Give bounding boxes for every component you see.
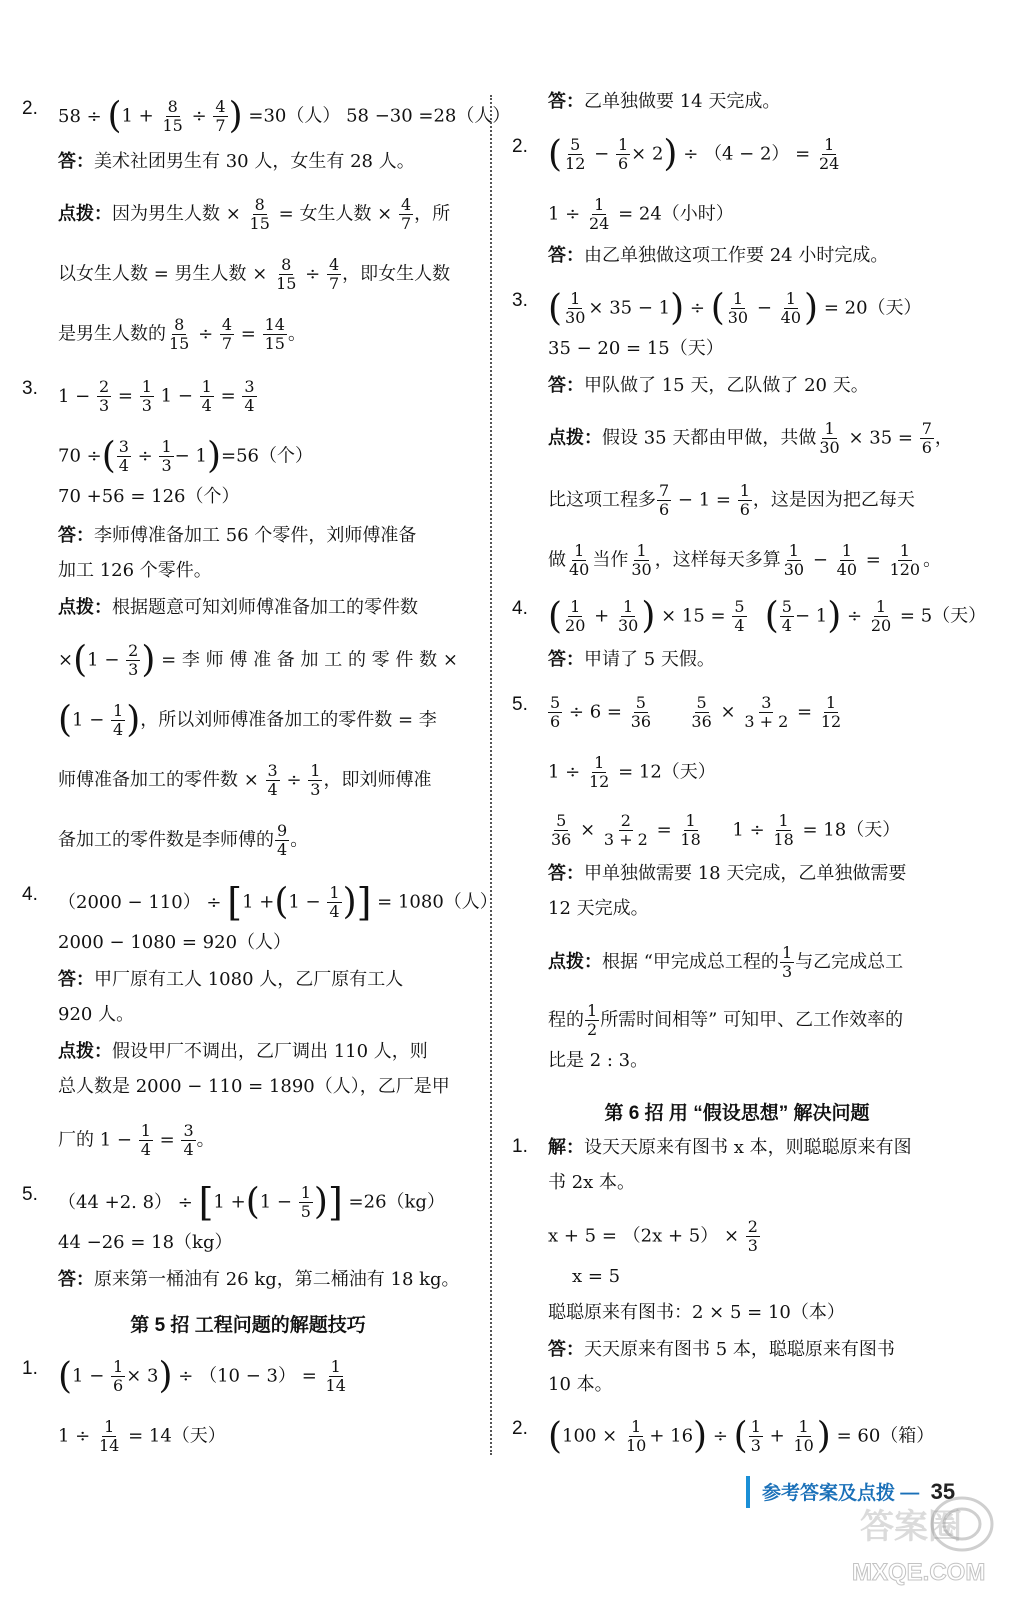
p4-answer-cont: 920 人。 <box>58 1004 135 1025</box>
p2-equation: 2. 58 ÷ (1 + $\frac{8}{15}$ ÷ $\frac{4}{7}$ ) =30（人） 58 −30 =28（人） <box>22 95 511 137</box>
p3-equation3: 70 +56 = 126（个） <box>58 486 240 507</box>
footer-dash: — <box>900 1483 920 1504</box>
s5-p1-equation1: 1. (1 − $\frac{1}{6}$ × 3) ÷ （10 − 3） = $\frac{1}{14}$ <box>22 1355 346 1397</box>
r2-equation1: 2. ( $\frac{5}{12}$ − $\frac{1}{6}$ × 2) ÷ （4 − 2） = $\frac{1}{24}$ <box>512 133 840 175</box>
r5-equation3: $\frac{5}{36}$ × $\frac{2}{3 + 2}$ = $\frac{1}{18}$ 1 ÷ $\frac{1}{18}$ = 18（天） <box>551 811 901 849</box>
p2-tip-line2: 以女生人数 = 男生人数 × $\frac{8}{15}$ ÷ $\frac{4}{7}$ ，即女生人数 <box>58 255 451 293</box>
section-5-heading: 第 5 招 工程问题的解题技巧 <box>130 1315 366 1336</box>
p2-tip-line1: 点拨：因为男生人数 × $\frac{8}{15}$ = 女生人数 × $\frac{4}{7}$ ，所 <box>58 195 451 233</box>
r5-equation1: 5. $\frac{5}{6}$ ÷ 6 = $\frac{5}{36}$ $\frac{5}{36}$ × $\frac{3}{3 + 2}$ = $\frac{1}{12}$ <box>512 693 842 731</box>
r3-tip-line1: 点拨：假设 35 天都由甲做，共做 $\frac{1}{30}$ × 35 = $\frac{7}{6}$ ， <box>548 419 953 457</box>
s6-p1-answer: 答：天天原来有图书 5 本，聪聪原来有图书 <box>548 1339 895 1360</box>
r3-tip-line3: 做 $\frac{1}{40}$ 当作 $\frac{1}{30}$ ，这样每天多算 $\frac{1}{30}$ − $\frac{1}{40}$ = $\frac{1}{120}$ 。 <box>548 541 942 579</box>
r5-tip-line1: 点拨：根据 “甲完成总工程的 $\frac{1}{3}$ 与乙完成总工 <box>548 943 904 981</box>
p3-tip-line4: 师傅准备加工的零件数 × $\frac{3}{4}$ ÷ $\frac{1}{3}$ ，即刘师傅准 <box>58 761 432 799</box>
watermark-text: MXQE.COM <box>852 1559 986 1586</box>
problem-number: 2. <box>22 98 38 119</box>
r5-answer: 答：甲单独做需要 18 天完成，乙单独做需要 <box>548 863 907 884</box>
s6-p1-equation2: x = 5 <box>572 1266 621 1287</box>
watermark-brand: 答案圈 <box>860 1507 962 1547</box>
p2-tip-line3: 是男生人数的 $\frac{8}{15}$ ÷ $\frac{4}{7}$ = $\frac{14}{15}$ 。 <box>58 315 306 353</box>
s5-p1-equation2: 1 ÷ $\frac{1}{14}$ = 14（天） <box>58 1417 226 1455</box>
p3-answer-cont: 加工 126 个零件。 <box>58 560 212 581</box>
r5-tip-line3: 比是 2 : 3。 <box>548 1050 649 1071</box>
s6-p1-solution: 1. 解：设天天原来有图书 x 本，则聪聪原来有图 <box>512 1136 912 1158</box>
p5-equation2: 44 −26 = 18（kg） <box>58 1232 233 1253</box>
r5-tip-line2: 程的 $\frac{1}{2}$ 所需时间相等” 可知甲、乙工作效率的 <box>548 1001 904 1039</box>
s6-p1-answer-cont: 10 本。 <box>548 1374 613 1395</box>
p5-equation1: 5. （44 +2. 8） ÷ [1 +(1 − $\frac{1}{5}$ )] =26（kg） <box>22 1180 445 1225</box>
watermark-logo <box>842 1488 1012 1588</box>
r3-equation2: 35 − 20 = 15（天） <box>548 338 724 359</box>
s6-p1-equation1: x + 5 = （2x + 5） × $\frac{2}{3}$ <box>548 1217 758 1255</box>
p3-equation2: 70 ÷( $\frac{3}{4}$ ÷ $\frac{1}{3}$ − 1)=56（个） <box>58 435 313 477</box>
p2-answer: 答：美术社团男生有 30 人，女生有 28 人。 <box>58 151 415 172</box>
p4-tip-line1: 点拨：假设甲厂不调出，乙厂调出 110 人，则 <box>58 1041 428 1062</box>
fraction: $\frac{4}{7}$ <box>215 97 226 135</box>
r3-answer: 答：甲队做了 15 天，乙队做了 20 天。 <box>548 375 869 396</box>
p4-tip-line2: 总人数是 2000 − 110 = 1890（人），乙厂是甲 <box>58 1076 450 1097</box>
p4-answer: 答：甲厂原有工人 1080 人，乙厂原有工人 <box>58 969 404 990</box>
s6-p1-solution-cont: 书 2x 本。 <box>548 1172 636 1193</box>
r3-tip-line2: 比这项工程多 $\frac{7}{6}$ − 1 = $\frac{1}{6}$ ，这是因为把乙每天 <box>548 481 915 519</box>
p3-answer: 答：李师傅准备加工 56 个零件，刘师傅准备 <box>58 525 417 546</box>
p5-answer: 答：原来第一桶油有 26 kg，第二桶油有 18 kg。 <box>58 1269 460 1290</box>
section-6-heading: 第 6 招 用 “假设思想” 解决问题 <box>604 1103 870 1124</box>
s6-p2-equation: 2. (100 × $\frac{1}{10}$ + 16) ÷ ( $\frac{1}{3}$ + $\frac{1}{10}$ ) = 60（箱） <box>512 1415 935 1457</box>
p3-tip-line5: 备加工的零件数是李师傅的 $\frac{9}{4}$ 。 <box>58 821 309 859</box>
s6-p1-equation3: 聪聪原来有图书：2 × 5 = 10（本） <box>548 1302 845 1323</box>
column-divider <box>490 95 492 1455</box>
p4-equation1: 4. （2000 − 110） ÷ [1 +(1 − $\frac{1}{4}$ )] = 1080（人） <box>22 880 498 925</box>
p3-equation1: 3. 1 − $\frac{2}{3}$ = $\frac{1}{3}$ 1 − $\frac{1}{4}$ = $\frac{3}{4}$ <box>22 377 255 415</box>
r3-equation1: 3. ( $\frac{1}{30}$ × 35 − 1) ÷ ( $\frac{1}{30}$ − $\frac{1}{40}$ ) = 20（天） <box>512 287 922 329</box>
p4-equation2: 2000 − 1080 = 920（人） <box>58 932 292 953</box>
r4-answer: 答：甲请了 5 天假。 <box>548 649 715 670</box>
r2-answer: 答：由乙单独做这项工作要 24 小时完成。 <box>548 245 889 266</box>
fraction: $\frac{8}{15}$ <box>162 97 183 135</box>
r5-equation2: 1 ÷ $\frac{1}{12}$ = 12（天） <box>548 753 716 791</box>
footer-label: 参考答案及点拨 <box>762 1483 896 1504</box>
p3-tip-line3: (1 − $\frac{1}{4}$ )，所以刘师傅准备加工的零件数 = 李 <box>58 699 437 741</box>
p3-tip-line1: 点拨：根据题意可知刘师傅准备加工的零件数 <box>58 597 418 618</box>
page-number: 35 <box>930 1479 956 1504</box>
r4-equation: 4. ( $\frac{1}{20}$ + $\frac{1}{30}$ ) × 15 = $\frac{5}{4}$ ( $\frac{5}{4}$ − 1) ÷ $\frac{1}{20}$ = 5（天） <box>512 595 987 637</box>
p3-tip-line2: ×(1 − $\frac{2}{3}$ ) = 李 师 傅 准 备 加 工 的 零 件 数 × <box>58 639 458 681</box>
p4-tip-line3: 厂的 1 − $\frac{1}{4}$ = $\frac{3}{4}$ 。 <box>58 1121 215 1159</box>
r2-equation2: 1 ÷ $\frac{1}{24}$ = 24（小时） <box>548 195 734 233</box>
r5-answer-cont: 12 天完成。 <box>548 898 649 919</box>
r1-answer: 答：乙单独做要 14 天完成。 <box>548 91 781 112</box>
